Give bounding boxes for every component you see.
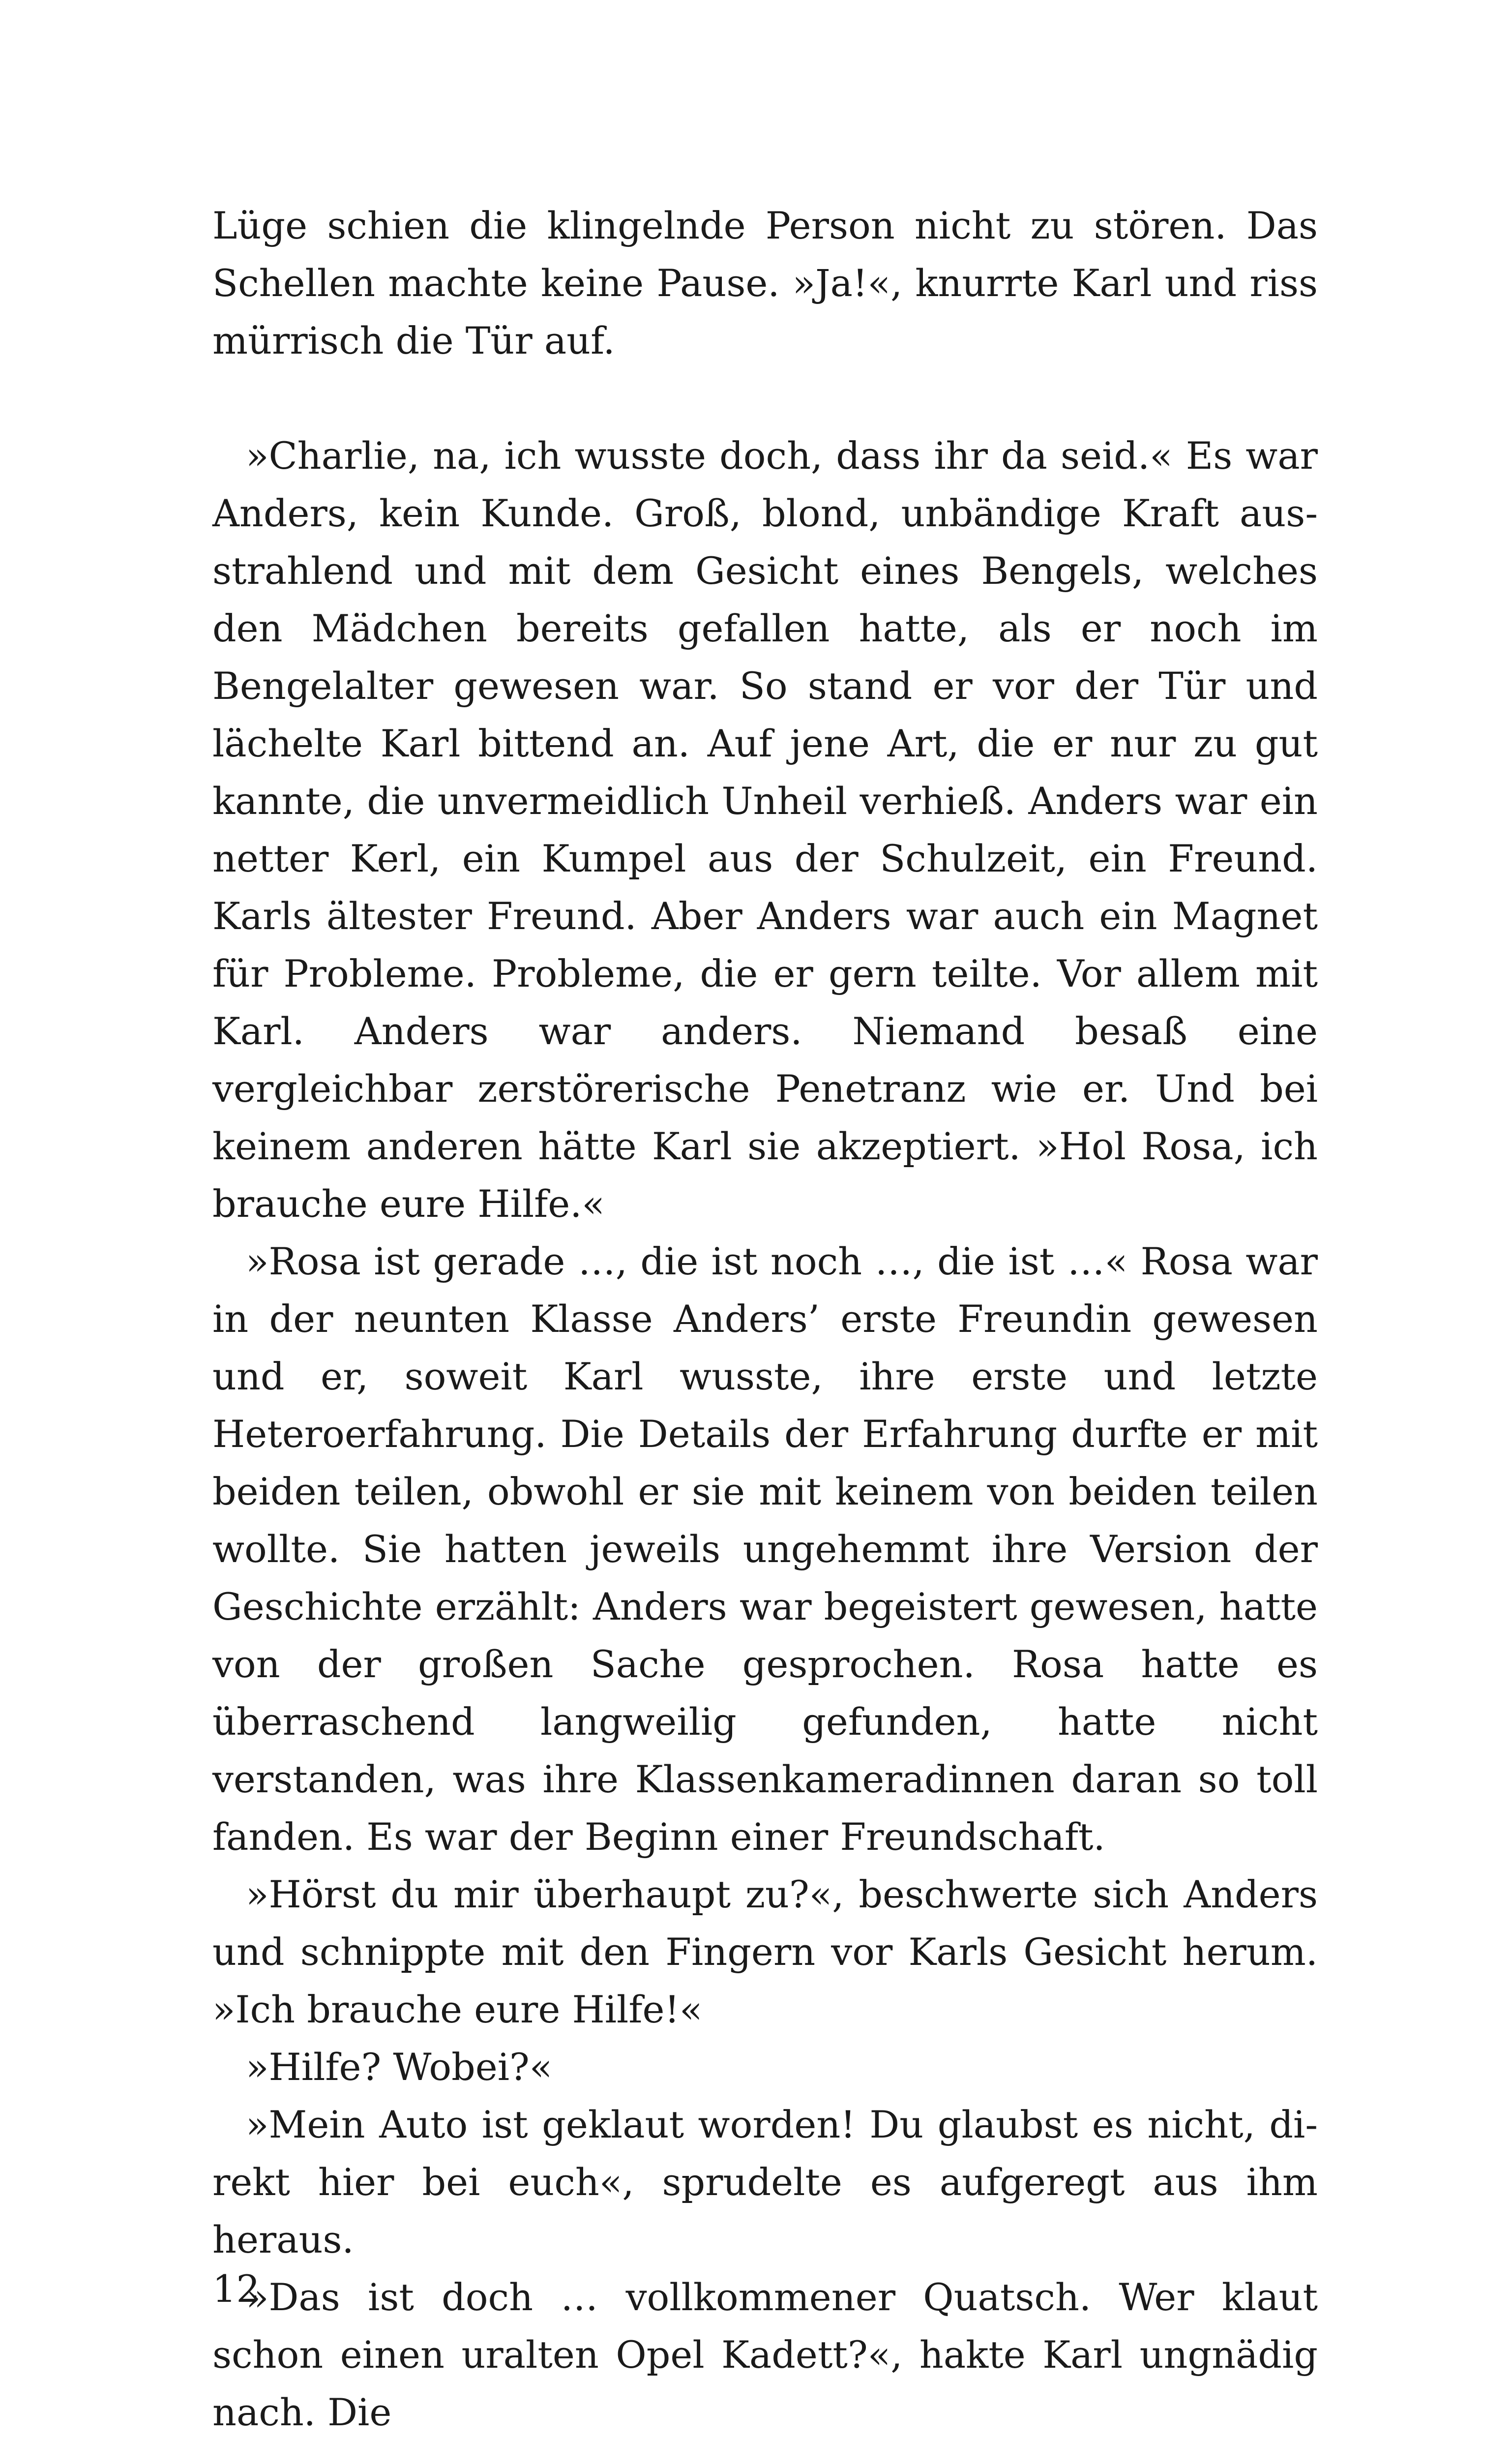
paragraph-rosa: »Rosa ist gerade …, die ist noch …, die ist …« Rosa war in der neunten Klasse Anders’ erste Freundin gewesen und er, soweit Karl wusste, ihre erste und letzte Heteroerfahrung. Die Details der Erfahrung durfte er mit beiden teilen, obwohl er sie mit keinem von beiden teilen wollte. Sie hatten jeweils ungehemmt ihre Version der Geschichte erzählt: Anders war begeistert gewesen, hatte von der großen Sache gesprochen. Rosa hatte es überraschend langweilig gefunden, hatte nicht verstanden, was ihre Klassenkameradinnen daran so toll fanden. Es war der Beginn einer Freundschaft. xyxy=(212,1239,1318,1859)
paragraph-help: »Hilfe? Wobei?« xyxy=(246,2045,553,2089)
book-page-body xyxy=(212,197,1318,2441)
page-number: 12 xyxy=(212,2267,260,2311)
paragraph-car-stolen: »Mein Auto ist geklaut worden! Du glaubst es nicht, direkt hier bei euch«, sprudelte es aufgeregt aus ihm heraus. xyxy=(212,2103,1318,2261)
paragraph-listening: »Hörst du mir überhaupt zu?«, beschwerte sich Anders und schnippte mit den Fingern vor Karls Gesicht herum. »Ich brauche eure Hilfe!« xyxy=(212,1872,1318,2031)
paragraph-anders-arrives: »Charlie, na, ich wusste doch, dass ihr da seid.« Es war Anders, kein Kunde. Groß, blond, unbändige Kraft ausstrahlend und mit dem Gesicht eines Bengels, welches den Mädchen bereits gefallen hatte, als er noch im Bengelalter gewesen war. So stand er vor der Tür und lächelte Karl bittend an. Auf jene Art, die er nur zu gut kannte, die unvermeidlich Unheil verhieß. Anders war ein netter Kerl, ein Kumpel aus der Schulzeit, ein Freund. Karls ältester Freund. Aber Anders war auch ein Magnet für Probleme. Probleme, die er gern teilte. Vor allem mit Karl. Anders war anders. Niemand besaß eine vergleichbar zerstörerische Penetranz wie er. Und bei keinem anderen hätte Karl sie akzeptiert. »Hol Rosa, ich brauche eure Hilfe.« xyxy=(212,434,1318,1226)
paragraph-continuation: Lüge schien die klingelnde Person nicht zu stören. Das Schellen machte keine Pause. »Ja!«, knurrte Karl und riss mürrisch die Tür auf. xyxy=(212,204,1318,362)
paragraph-opel-kadett: »Das ist doch … vollkommener Quatsch. Wer klaut schon einen uralten Opel Kadett?«, hakte Karl ungnädig nach. Die xyxy=(212,2275,1318,2434)
